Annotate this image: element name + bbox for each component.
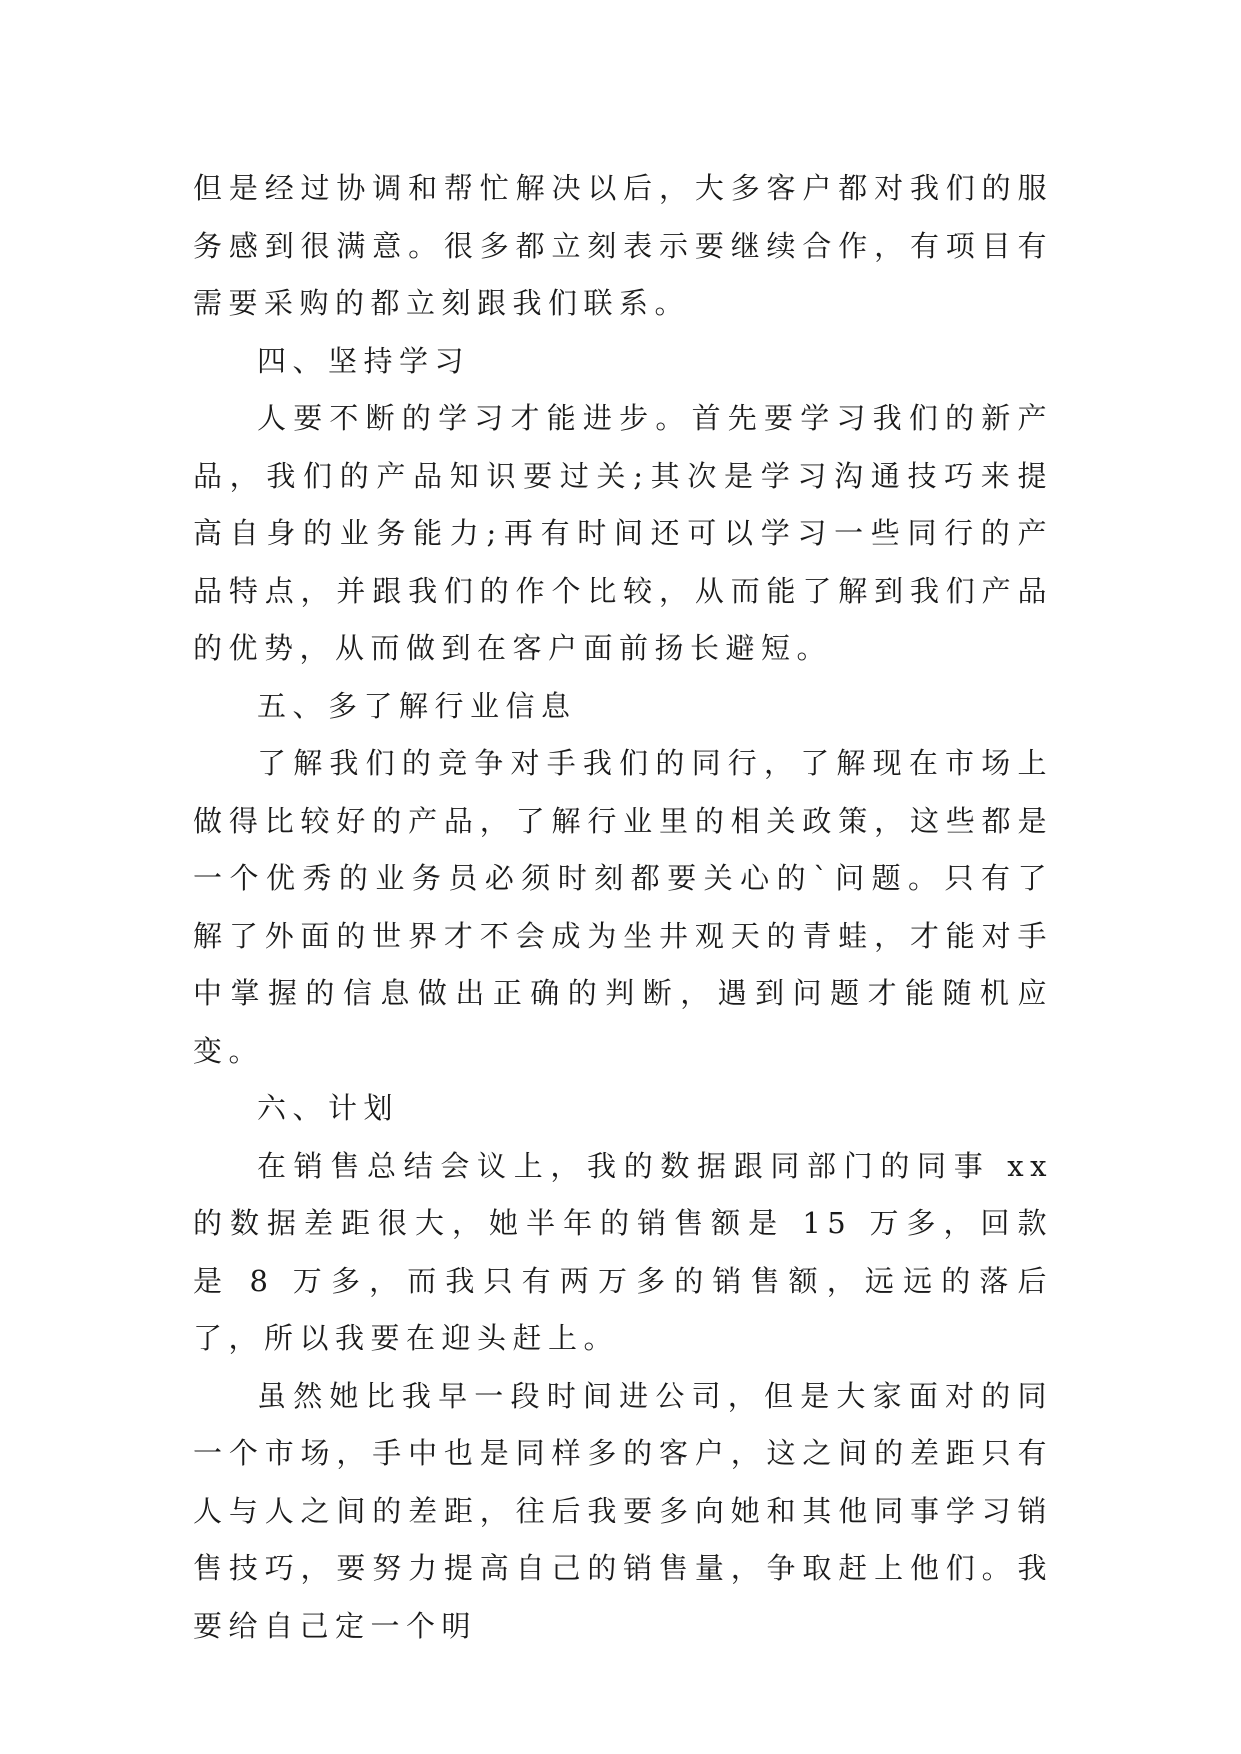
section-heading-plan: 六、计划 (257, 1091, 400, 1125)
paragraph-sales-gap: 在销售总结会议上，我的数据跟同部门的同事 xx 的数据差距很大，她半年的销售额是 15 万多，回款是 8 万多，而我只有两万多的销售额，远远的落后了，所以我要在迎头赶上。 (193, 1148, 1053, 1355)
section-heading-industry-info: 五、多了解行业信息 (257, 688, 577, 723)
document-body (193, 160, 1053, 1655)
paragraph-service-satisfaction: 但是经过协调和帮忙解决以后，大多客户都对我们的服务感到很满意。很多都立刻表示要继续合作，有项目有需要采购的都立刻跟我们联系。 (193, 171, 1053, 320)
paragraph-learning: 人要不断的学习才能进步。首先要学习我们的新产品，我们的产品知识要过关;其次是学习沟通技巧来提高自身的业务能力;再有时间还可以学习一些同行的产品特点，并跟我们的作个比较，从而能了解到我们产品的优势，从而做到在客户面前扬长避短。 (193, 401, 1053, 665)
section-heading-keep-learning: 四、坚持学习 (257, 343, 471, 378)
paragraph-catch-up: 虽然她比我早一段时间进公司，但是大家面对的同一个市场，手中也是同样多的客户，这之间的差距只有人与人之间的差距，往后我要多向她和其他同事学习销售技巧，要努力提高自己的销售量，争取赶上他们。我要给自己定一个明 (193, 1378, 1053, 1643)
paragraph-industry-info: 了解我们的竞争对手我们的同行，了解现在市场上做得比较好的产品，了解行业里的相关政策，这些都是一个优秀的业务员必须时刻都要关心的`问题。只有了解了外面的世界才不会成为坐井观天的青蛙，才能对手中掌握的信息做出正确的判断，遇到问题才能随机应变。 (193, 746, 1053, 1068)
